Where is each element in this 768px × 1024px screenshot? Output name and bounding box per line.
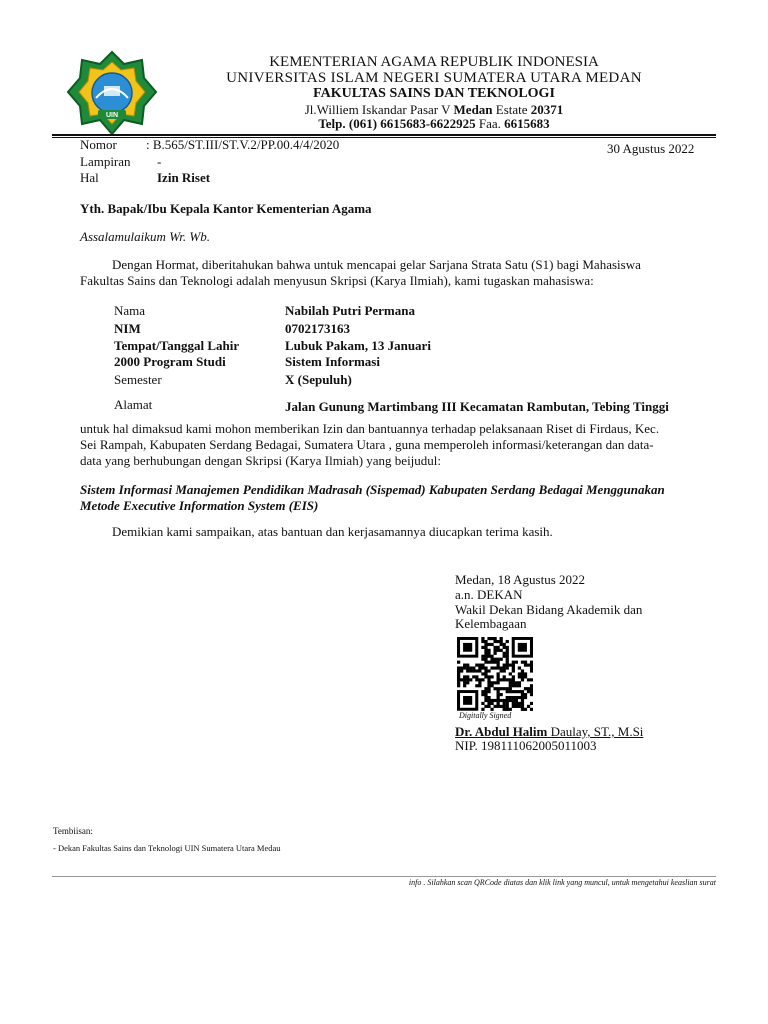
ttl-value: Lubuk Pakam, 13 Januari (285, 338, 431, 353)
nomor-label: Nomor (80, 137, 117, 152)
signer-name-bold: Dr. Abdul Halim (455, 724, 548, 739)
intro-line-1: Dengan Hormat, diberitahukan bahwa untuk mencapai gelar Sarjana Strata Satu (S1) bagi Mahasiswa (112, 257, 641, 272)
sign-an: a.n. DEKAN (455, 587, 523, 602)
fax-label: Faa. (475, 116, 505, 131)
ttl-label: Tempat/Tanggal Lahir (114, 338, 240, 353)
thesis-title-line-1: Sistem Informasi Manajemen Pendidikan Madrasah (Sispemad) Kabupaten Serdang Bedagai Menggunakan (80, 482, 665, 497)
body-line-2: Sei Rampah, Kabupaten Serdang Bedagai, Sumatera Utara , guna memperoleh informasi/keterangan dan data- (80, 437, 654, 452)
logo-text: UIN (105, 112, 119, 119)
body-line-1: untuk hal dimaksud kami mohon memberikan Izin dan bantuannya terhadap pelaksanaan Riset di Firdaus, Kec. (80, 421, 660, 436)
contact-line (160, 116, 708, 132)
phone: Telp. (061) 6615683-6622925 (318, 116, 476, 131)
sign-place-date: Medan, 18 Agustus 2022 (455, 572, 585, 587)
sign-role-2: Kelembagaan (455, 616, 527, 631)
faculty-name: FAKULTAS SAINS DAN TEKNOLOGI (313, 86, 555, 101)
university-logo (66, 50, 158, 136)
body-line-3: data yang berhubungan dengan Skripsi (Karya Ilmiah) yang beijudul: (80, 453, 442, 468)
digital-sign-label: Digitally Signed (459, 711, 512, 720)
semester-label: Semester (114, 372, 162, 387)
fax-number: 6615683 (504, 116, 550, 131)
qr-code[interactable] (457, 637, 533, 711)
nim-label: NIM (114, 321, 141, 336)
address-street: Jl.Williem Iskandar Pasar V (304, 102, 454, 117)
recipient: Yth. Bapak/Ibu Kepala Kantor Kementerian Agama (80, 201, 372, 216)
hal-value: Izin Riset (157, 170, 211, 185)
prodi-label: 2000 Program Studi (114, 354, 226, 369)
footer-note: info . Silahkan scan QRCode diatas dan klik link yang muncul, untuk mengetahui keaslian surat (408, 878, 716, 887)
letter-date: 30 Agustus 2022 (607, 141, 695, 156)
cc-title: Tembiisan: (53, 826, 93, 836)
closing-text: Demikian kami sampaikan, atas bantuan dan kerjasamannya diucapkan terima kasih. (112, 524, 553, 539)
address-estate: Estate (492, 102, 531, 117)
signer-name-rest: Daulay, ST., M.Si (547, 724, 644, 739)
hal-label: Hal (80, 170, 99, 185)
signer-nip: NIP. 198111062005011003 (455, 738, 597, 753)
salutation: Assalamulaikum Wr. Wb. (80, 229, 210, 244)
university-name: UNIVERSITAS ISLAM NEGERI SUMATERA UTARA MEDAN (226, 70, 642, 86)
intro-line-2: Fakultas Sains dan Teknologi adalah menyusun Skripsi (Karya Ilmiah), kami tugaskan mahasiswa: (80, 273, 594, 288)
cc-item: - Dekan Fakultas Sains dan Teknologi UIN Sumatera Utara Medau (53, 843, 281, 853)
footer-rule (52, 876, 716, 877)
nim-value: 0702173163 (285, 321, 350, 336)
nama-value: Nabilah Putri Permana (285, 303, 415, 318)
alamat-value: Jalan Gunung Martimbang III Kecamatan Rambutan, Tebing Tinggi (285, 399, 669, 414)
semester-value: X (Sepuluh) (285, 372, 352, 387)
lampiran-label: Lampiran (80, 154, 131, 169)
alamat-label: Alamat (114, 397, 153, 412)
header-rule (52, 134, 716, 136)
thesis-title-line-2: Metode Executive Information System (EIS) (80, 498, 319, 513)
nomor-value: : B.565/ST.III/ST.V.2/PP.00.4/4/2020 (146, 137, 340, 152)
ministry-name: KEMENTERIAN AGAMA REPUBLIK INDONESIA (269, 54, 599, 70)
address-city: Medan (453, 102, 493, 117)
sign-role-1: Wakil Dekan Bidang Akademik dan (455, 602, 643, 617)
nama-label: Nama (114, 303, 146, 318)
lampiran-value: - (157, 154, 162, 169)
address-postcode: 20371 (530, 102, 564, 117)
prodi-value: Sistem Informasi (285, 354, 380, 369)
